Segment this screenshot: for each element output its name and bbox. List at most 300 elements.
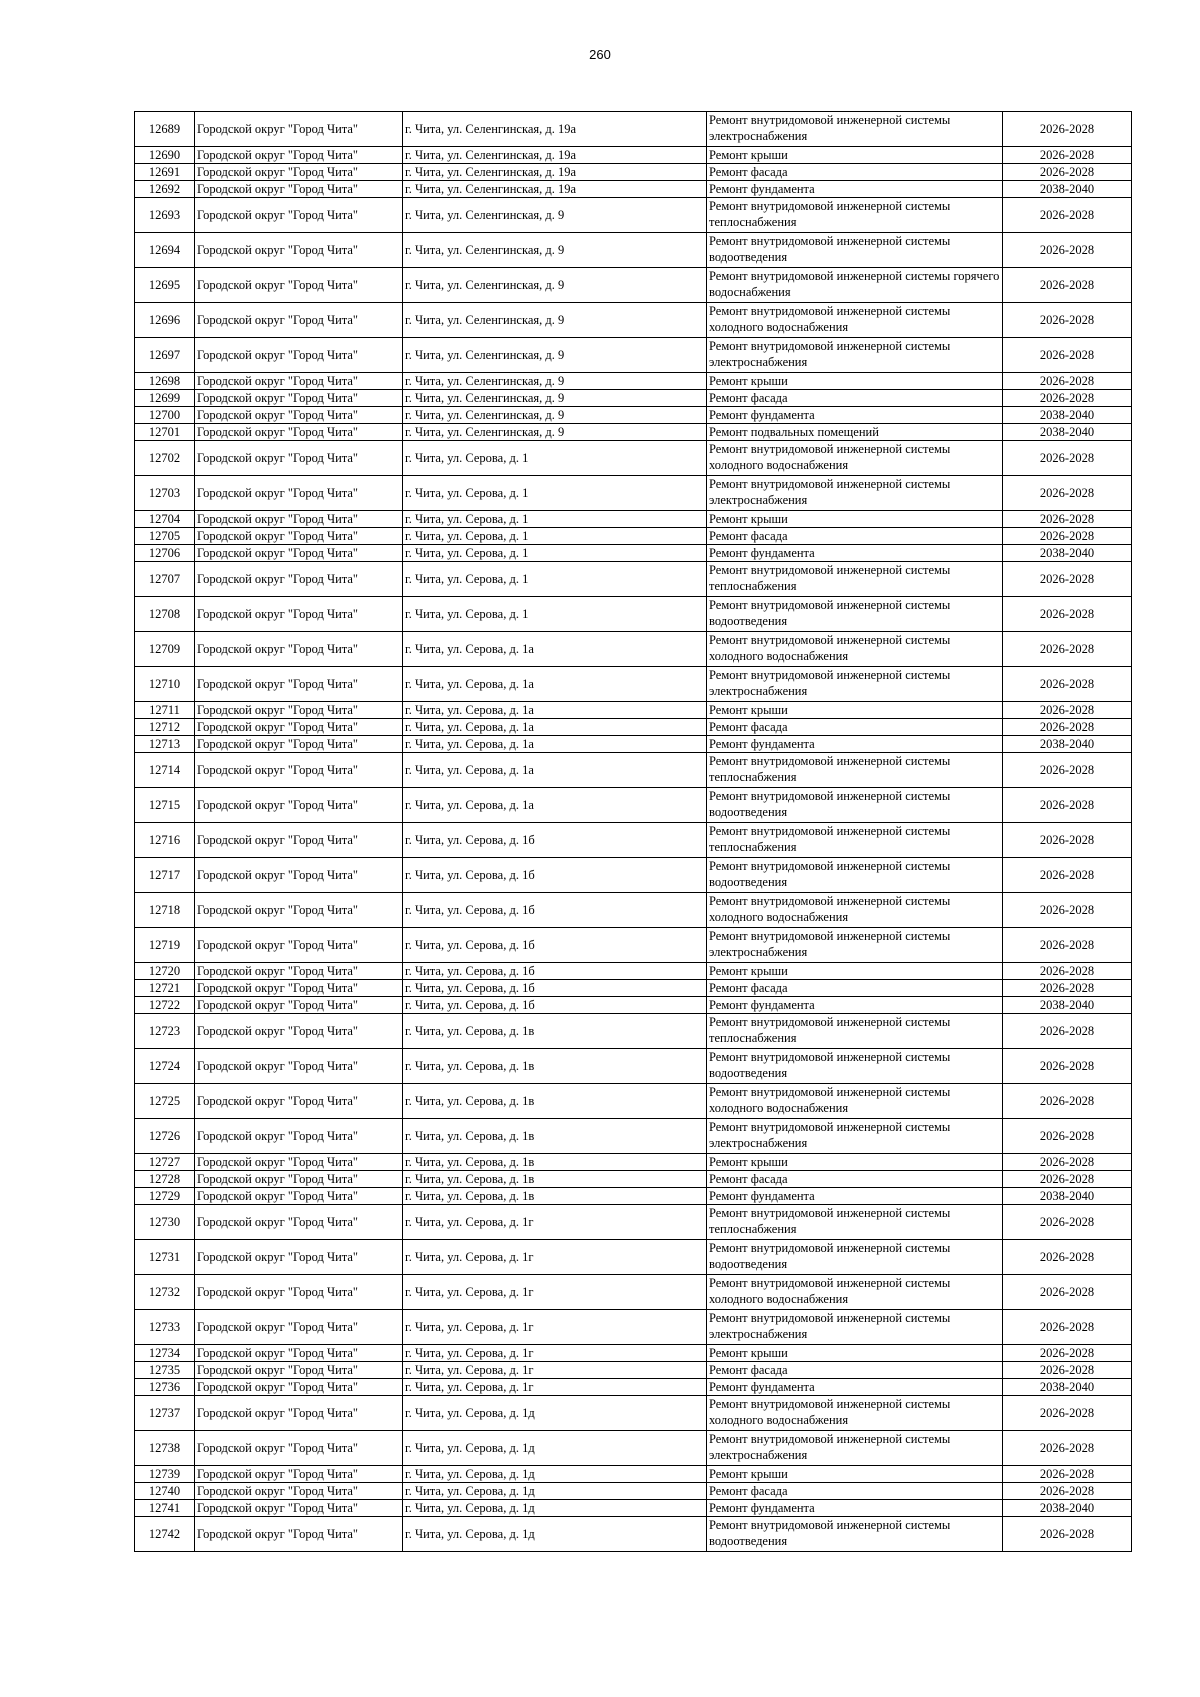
municipality-cell: Городской округ "Город Чита" — [195, 338, 403, 373]
municipality-cell: Городской округ "Город Чита" — [195, 597, 403, 632]
work-type-cell: Ремонт внутридомовой инженерной системы электроснабжения — [707, 667, 1003, 702]
work-type-cell: Ремонт внутридомовой инженерной системы теплоснабжения — [707, 1205, 1003, 1240]
table-row — [135, 980, 1132, 997]
address-cell: г. Чита, ул. Селенгинская, д. 9 — [403, 407, 707, 424]
period-cell: 2038-2040 — [1003, 545, 1132, 562]
municipality-cell: Городской округ "Город Чита" — [195, 1466, 403, 1483]
period-cell: 2026-2028 — [1003, 597, 1132, 632]
table-row — [135, 963, 1132, 980]
row-number: 12699 — [135, 390, 195, 407]
address-cell: г. Чита, ул. Селенгинская, д. 9 — [403, 233, 707, 268]
work-type-cell: Ремонт внутридомовой инженерной системы водоотведения — [707, 1240, 1003, 1275]
row-number: 12700 — [135, 407, 195, 424]
period-cell: 2038-2040 — [1003, 407, 1132, 424]
period-cell: 2038-2040 — [1003, 1188, 1132, 1205]
period-cell: 2026-2028 — [1003, 980, 1132, 997]
table-row — [135, 1500, 1132, 1517]
address-cell: г. Чита, ул. Селенгинская, д. 19а — [403, 112, 707, 147]
municipality-cell: Городской округ "Город Чита" — [195, 1396, 403, 1431]
row-number: 12735 — [135, 1362, 195, 1379]
row-number: 12725 — [135, 1084, 195, 1119]
municipality-cell: Городской округ "Город Чита" — [195, 1379, 403, 1396]
row-number: 12709 — [135, 632, 195, 667]
table-row — [135, 1119, 1132, 1154]
row-number: 12711 — [135, 702, 195, 719]
row-number: 12740 — [135, 1483, 195, 1500]
address-cell: г. Чита, ул. Селенгинская, д. 19а — [403, 181, 707, 198]
period-cell: 2026-2028 — [1003, 198, 1132, 233]
period-cell: 2026-2028 — [1003, 147, 1132, 164]
table-row — [135, 823, 1132, 858]
municipality-cell: Городской округ "Город Чита" — [195, 147, 403, 164]
address-cell: г. Чита, ул. Серова, д. 1д — [403, 1466, 707, 1483]
table-row — [135, 893, 1132, 928]
period-cell: 2026-2028 — [1003, 893, 1132, 928]
municipality-cell: Городской округ "Город Чита" — [195, 1188, 403, 1205]
period-cell: 2026-2028 — [1003, 928, 1132, 963]
period-cell: 2026-2028 — [1003, 1171, 1132, 1188]
municipality-cell: Городской округ "Город Чита" — [195, 1240, 403, 1275]
work-type-cell: Ремонт фасада — [707, 1362, 1003, 1379]
municipality-cell: Городской округ "Город Чита" — [195, 181, 403, 198]
period-cell: 2038-2040 — [1003, 1379, 1132, 1396]
municipality-cell: Городской округ "Город Чита" — [195, 164, 403, 181]
row-number: 12696 — [135, 303, 195, 338]
table-row — [135, 181, 1132, 198]
table-row — [135, 1154, 1132, 1171]
row-number: 12715 — [135, 788, 195, 823]
address-cell: г. Чита, ул. Селенгинская, д. 9 — [403, 303, 707, 338]
address-cell: г. Чита, ул. Серова, д. 1б — [403, 980, 707, 997]
address-cell: г. Чита, ул. Серова, д. 1в — [403, 1119, 707, 1154]
table-row — [135, 1049, 1132, 1084]
municipality-cell: Городской округ "Город Чита" — [195, 788, 403, 823]
row-number: 12739 — [135, 1466, 195, 1483]
table-row — [135, 303, 1132, 338]
work-type-cell: Ремонт внутридомовой инженерной системы электроснабжения — [707, 1119, 1003, 1154]
municipality-cell: Городской округ "Город Чита" — [195, 441, 403, 476]
municipality-cell: Городской округ "Город Чита" — [195, 753, 403, 788]
table-row — [135, 632, 1132, 667]
municipality-cell: Городской округ "Город Чита" — [195, 1310, 403, 1345]
work-type-cell: Ремонт внутридомовой инженерной системы теплоснабжения — [707, 753, 1003, 788]
row-number: 12730 — [135, 1205, 195, 1240]
period-cell: 2038-2040 — [1003, 997, 1132, 1014]
period-cell: 2026-2028 — [1003, 1466, 1132, 1483]
work-type-cell: Ремонт внутридомовой инженерной системы электроснабжения — [707, 338, 1003, 373]
table-row — [135, 1345, 1132, 1362]
address-cell: г. Чита, ул. Серова, д. 1а — [403, 753, 707, 788]
work-type-cell: Ремонт внутридомовой инженерной системы электроснабжения — [707, 1431, 1003, 1466]
municipality-cell: Городской округ "Город Чита" — [195, 511, 403, 528]
address-cell: г. Чита, ул. Серова, д. 1а — [403, 667, 707, 702]
work-type-cell: Ремонт крыши — [707, 147, 1003, 164]
address-cell: г. Чита, ул. Серова, д. 1д — [403, 1517, 707, 1552]
municipality-cell: Городской округ "Город Чита" — [195, 407, 403, 424]
work-type-cell: Ремонт внутридомовой инженерной системы холодного водоснабжения — [707, 1275, 1003, 1310]
period-cell: 2026-2028 — [1003, 719, 1132, 736]
address-cell: г. Чита, ул. Серова, д. 1д — [403, 1500, 707, 1517]
period-cell: 2026-2028 — [1003, 667, 1132, 702]
address-cell: г. Чита, ул. Серова, д. 1 — [403, 597, 707, 632]
row-number: 12706 — [135, 545, 195, 562]
municipality-cell: Городской округ "Город Чита" — [195, 1119, 403, 1154]
work-type-cell: Ремонт внутридомовой инженерной системы теплоснабжения — [707, 198, 1003, 233]
municipality-cell: Городской округ "Город Чита" — [195, 562, 403, 597]
period-cell: 2026-2028 — [1003, 562, 1132, 597]
municipality-cell: Городской округ "Город Чита" — [195, 997, 403, 1014]
work-type-cell: Ремонт фундамента — [707, 997, 1003, 1014]
address-cell: г. Чита, ул. Селенгинская, д. 19а — [403, 147, 707, 164]
address-cell: г. Чита, ул. Селенгинская, д. 9 — [403, 268, 707, 303]
address-cell: г. Чита, ул. Серова, д. 1 — [403, 476, 707, 511]
address-cell: г. Чита, ул. Серова, д. 1г — [403, 1345, 707, 1362]
row-number: 12713 — [135, 736, 195, 753]
period-cell: 2026-2028 — [1003, 963, 1132, 980]
municipality-cell: Городской округ "Город Чита" — [195, 702, 403, 719]
municipality-cell: Городской округ "Город Чита" — [195, 1517, 403, 1552]
address-cell: г. Чита, ул. Серова, д. 1г — [403, 1362, 707, 1379]
municipality-cell: Городской округ "Город Чита" — [195, 233, 403, 268]
municipality-cell: Городской округ "Город Чита" — [195, 268, 403, 303]
work-type-cell: Ремонт внутридомовой инженерной системы холодного водоснабжения — [707, 1396, 1003, 1431]
municipality-cell: Городской округ "Город Чита" — [195, 893, 403, 928]
address-cell: г. Чита, ул. Серова, д. 1г — [403, 1275, 707, 1310]
work-type-cell: Ремонт внутридомовой инженерной системы холодного водоснабжения — [707, 632, 1003, 667]
municipality-cell: Городской округ "Город Чита" — [195, 823, 403, 858]
address-cell: г. Чита, ул. Селенгинская, д. 9 — [403, 390, 707, 407]
table-row — [135, 1483, 1132, 1500]
municipality-cell: Городской округ "Город Чита" — [195, 667, 403, 702]
work-type-cell: Ремонт фасада — [707, 1171, 1003, 1188]
row-number: 12712 — [135, 719, 195, 736]
work-type-cell: Ремонт фасада — [707, 390, 1003, 407]
address-cell: г. Чита, ул. Серова, д. 1в — [403, 1154, 707, 1171]
period-cell: 2026-2028 — [1003, 233, 1132, 268]
period-cell: 2026-2028 — [1003, 858, 1132, 893]
row-number: 12726 — [135, 1119, 195, 1154]
work-type-cell: Ремонт внутридомовой инженерной системы водоотведения — [707, 597, 1003, 632]
row-number: 12741 — [135, 1500, 195, 1517]
municipality-cell: Городской округ "Город Чита" — [195, 303, 403, 338]
municipality-cell: Городской округ "Город Чита" — [195, 1084, 403, 1119]
address-cell: г. Чита, ул. Серова, д. 1в — [403, 1188, 707, 1205]
work-type-cell: Ремонт фундамента — [707, 736, 1003, 753]
address-cell: г. Чита, ул. Серова, д. 1в — [403, 1084, 707, 1119]
address-cell: г. Чита, ул. Серова, д. 1 — [403, 528, 707, 545]
period-cell: 2026-2028 — [1003, 1517, 1132, 1552]
row-number: 12704 — [135, 511, 195, 528]
address-cell: г. Чита, ул. Селенгинская, д. 9 — [403, 424, 707, 441]
table-row — [135, 147, 1132, 164]
row-number: 12729 — [135, 1188, 195, 1205]
work-type-cell: Ремонт внутридомовой инженерной системы электроснабжения — [707, 928, 1003, 963]
address-cell: г. Чита, ул. Серова, д. 1б — [403, 858, 707, 893]
period-cell: 2026-2028 — [1003, 476, 1132, 511]
address-cell: г. Чита, ул. Серова, д. 1г — [403, 1240, 707, 1275]
address-cell: г. Чита, ул. Серова, д. 1г — [403, 1379, 707, 1396]
work-type-cell: Ремонт внутридомовой инженерной системы электроснабжения — [707, 112, 1003, 147]
table-row — [135, 1379, 1132, 1396]
work-type-cell: Ремонт внутридомовой инженерной системы холодного водоснабжения — [707, 441, 1003, 476]
row-number: 12698 — [135, 373, 195, 390]
period-cell: 2026-2028 — [1003, 1240, 1132, 1275]
period-cell: 2026-2028 — [1003, 441, 1132, 476]
period-cell: 2026-2028 — [1003, 823, 1132, 858]
row-number: 12722 — [135, 997, 195, 1014]
municipality-cell: Городской округ "Город Чита" — [195, 858, 403, 893]
row-number: 12734 — [135, 1345, 195, 1362]
table-row — [135, 1188, 1132, 1205]
municipality-cell: Городской округ "Город Чита" — [195, 1500, 403, 1517]
municipality-cell: Городской округ "Город Чита" — [195, 1049, 403, 1084]
municipality-cell: Городской округ "Город Чита" — [195, 373, 403, 390]
municipality-cell: Городской округ "Город Чита" — [195, 424, 403, 441]
table-row — [135, 407, 1132, 424]
address-cell: г. Чита, ул. Селенгинская, д. 19а — [403, 164, 707, 181]
table-row — [135, 545, 1132, 562]
period-cell: 2026-2028 — [1003, 1049, 1132, 1084]
period-cell: 2026-2028 — [1003, 1431, 1132, 1466]
table-row — [135, 1205, 1132, 1240]
work-type-cell: Ремонт внутридомовой инженерной системы холодного водоснабжения — [707, 893, 1003, 928]
row-number: 12708 — [135, 597, 195, 632]
row-number: 12727 — [135, 1154, 195, 1171]
row-number: 12742 — [135, 1517, 195, 1552]
address-cell: г. Чита, ул. Серова, д. 1г — [403, 1205, 707, 1240]
row-number: 12714 — [135, 753, 195, 788]
work-type-cell: Ремонт подвальных помещений — [707, 424, 1003, 441]
address-cell: г. Чита, ул. Селенгинская, д. 9 — [403, 373, 707, 390]
address-cell: г. Чита, ул. Серова, д. 1в — [403, 1014, 707, 1049]
row-number: 12720 — [135, 963, 195, 980]
address-cell: г. Чита, ул. Серова, д. 1б — [403, 823, 707, 858]
work-type-cell: Ремонт фасада — [707, 164, 1003, 181]
work-type-cell: Ремонт внутридомовой инженерной системы холодного водоснабжения — [707, 1084, 1003, 1119]
address-cell: г. Чита, ул. Серова, д. 1б — [403, 963, 707, 980]
work-type-cell: Ремонт крыши — [707, 702, 1003, 719]
row-number: 12689 — [135, 112, 195, 147]
municipality-cell: Городской округ "Город Чита" — [195, 980, 403, 997]
work-type-cell: Ремонт фасада — [707, 1483, 1003, 1500]
row-number: 12733 — [135, 1310, 195, 1345]
row-number: 12731 — [135, 1240, 195, 1275]
table-row — [135, 1396, 1132, 1431]
table-row — [135, 858, 1132, 893]
work-type-cell: Ремонт внутридомовой инженерной системы электроснабжения — [707, 1310, 1003, 1345]
table-row — [135, 390, 1132, 407]
period-cell: 2026-2028 — [1003, 1345, 1132, 1362]
table-row — [135, 719, 1132, 736]
table-row — [135, 562, 1132, 597]
table-row — [135, 1240, 1132, 1275]
row-number: 12716 — [135, 823, 195, 858]
period-cell: 2038-2040 — [1003, 1500, 1132, 1517]
work-type-cell: Ремонт внутридомовой инженерной системы водоотведения — [707, 788, 1003, 823]
row-number: 12692 — [135, 181, 195, 198]
municipality-cell: Городской округ "Город Чита" — [195, 632, 403, 667]
row-number: 12690 — [135, 147, 195, 164]
period-cell: 2026-2028 — [1003, 753, 1132, 788]
period-cell: 2026-2028 — [1003, 1362, 1132, 1379]
registry-table-body — [135, 112, 1132, 1552]
row-number: 12693 — [135, 198, 195, 233]
work-type-cell: Ремонт крыши — [707, 1466, 1003, 1483]
table-row — [135, 1084, 1132, 1119]
period-cell: 2026-2028 — [1003, 303, 1132, 338]
address-cell: г. Чита, ул. Серова, д. 1а — [403, 788, 707, 823]
registry-table — [134, 111, 1132, 1552]
period-cell: 2026-2028 — [1003, 373, 1132, 390]
municipality-cell: Городской округ "Город Чита" — [195, 736, 403, 753]
table-row — [135, 1466, 1132, 1483]
period-cell: 2026-2028 — [1003, 511, 1132, 528]
period-cell: 2026-2028 — [1003, 632, 1132, 667]
address-cell: г. Чита, ул. Серова, д. 1в — [403, 1171, 707, 1188]
table-row — [135, 702, 1132, 719]
municipality-cell: Городской округ "Город Чита" — [195, 112, 403, 147]
period-cell: 2026-2028 — [1003, 788, 1132, 823]
address-cell: г. Чита, ул. Серова, д. 1 — [403, 441, 707, 476]
work-type-cell: Ремонт крыши — [707, 1154, 1003, 1171]
municipality-cell: Городской округ "Город Чита" — [195, 390, 403, 407]
work-type-cell: Ремонт внутридомовой инженерной системы теплоснабжения — [707, 562, 1003, 597]
work-type-cell: Ремонт фундамента — [707, 1188, 1003, 1205]
municipality-cell: Городской округ "Город Чита" — [195, 476, 403, 511]
work-type-cell: Ремонт фасада — [707, 980, 1003, 997]
work-type-cell: Ремонт фундамента — [707, 1379, 1003, 1396]
period-cell: 2026-2028 — [1003, 1119, 1132, 1154]
municipality-cell: Городской округ "Город Чита" — [195, 1171, 403, 1188]
table-row — [135, 1362, 1132, 1379]
row-number: 12694 — [135, 233, 195, 268]
address-cell: г. Чита, ул. Серова, д. 1д — [403, 1396, 707, 1431]
table-row — [135, 928, 1132, 963]
period-cell: 2026-2028 — [1003, 1275, 1132, 1310]
table-row — [135, 424, 1132, 441]
table-row — [135, 112, 1132, 147]
row-number: 12710 — [135, 667, 195, 702]
municipality-cell: Городской округ "Город Чита" — [195, 1483, 403, 1500]
table-row — [135, 736, 1132, 753]
work-type-cell: Ремонт фундамента — [707, 545, 1003, 562]
work-type-cell: Ремонт фасада — [707, 719, 1003, 736]
address-cell: г. Чита, ул. Серова, д. 1а — [403, 632, 707, 667]
address-cell: г. Чита, ул. Селенгинская, д. 9 — [403, 338, 707, 373]
row-number: 12723 — [135, 1014, 195, 1049]
address-cell: г. Чита, ул. Серова, д. 1б — [403, 893, 707, 928]
address-cell: г. Чита, ул. Серова, д. 1г — [403, 1310, 707, 1345]
period-cell: 2038-2040 — [1003, 424, 1132, 441]
row-number: 12695 — [135, 268, 195, 303]
work-type-cell: Ремонт внутридомовой инженерной системы холодного водоснабжения — [707, 303, 1003, 338]
work-type-cell: Ремонт внутридомовой инженерной системы горячего водоснабжения — [707, 268, 1003, 303]
period-cell: 2026-2028 — [1003, 1205, 1132, 1240]
work-type-cell: Ремонт внутридомовой инженерной системы теплоснабжения — [707, 823, 1003, 858]
work-type-cell: Ремонт внутридомовой инженерной системы электроснабжения — [707, 476, 1003, 511]
period-cell: 2026-2028 — [1003, 702, 1132, 719]
address-cell: г. Чита, ул. Селенгинская, д. 9 — [403, 198, 707, 233]
work-type-cell: Ремонт внутридомовой инженерной системы водоотведения — [707, 1517, 1003, 1552]
work-type-cell: Ремонт крыши — [707, 963, 1003, 980]
row-number: 12737 — [135, 1396, 195, 1431]
period-cell: 2026-2028 — [1003, 1154, 1132, 1171]
row-number: 12701 — [135, 424, 195, 441]
municipality-cell: Городской округ "Город Чита" — [195, 545, 403, 562]
table-row — [135, 476, 1132, 511]
period-cell: 2026-2028 — [1003, 390, 1132, 407]
municipality-cell: Городской округ "Город Чита" — [195, 1154, 403, 1171]
row-number: 12697 — [135, 338, 195, 373]
address-cell: г. Чита, ул. Серова, д. 1 — [403, 562, 707, 597]
row-number: 12732 — [135, 1275, 195, 1310]
work-type-cell: Ремонт внутридомовой инженерной системы водоотведения — [707, 858, 1003, 893]
work-type-cell: Ремонт фундамента — [707, 181, 1003, 198]
municipality-cell: Городской округ "Город Чита" — [195, 1362, 403, 1379]
period-cell: 2026-2028 — [1003, 528, 1132, 545]
row-number: 12702 — [135, 441, 195, 476]
work-type-cell: Ремонт внутридомовой инженерной системы водоотведения — [707, 233, 1003, 268]
table-row — [135, 1431, 1132, 1466]
period-cell: 2026-2028 — [1003, 1014, 1132, 1049]
table-row — [135, 1275, 1132, 1310]
table-row — [135, 1171, 1132, 1188]
period-cell: 2038-2040 — [1003, 181, 1132, 198]
address-cell: г. Чита, ул. Серова, д. 1а — [403, 702, 707, 719]
municipality-cell: Городской округ "Город Чита" — [195, 719, 403, 736]
address-cell: г. Чита, ул. Серова, д. 1 — [403, 545, 707, 562]
period-cell: 2026-2028 — [1003, 1483, 1132, 1500]
table-row — [135, 441, 1132, 476]
table-row — [135, 597, 1132, 632]
address-cell: г. Чита, ул. Серова, д. 1а — [403, 719, 707, 736]
table-row — [135, 528, 1132, 545]
period-cell: 2026-2028 — [1003, 164, 1132, 181]
row-number: 12738 — [135, 1431, 195, 1466]
municipality-cell: Городской округ "Город Чита" — [195, 528, 403, 545]
period-cell: 2026-2028 — [1003, 338, 1132, 373]
period-cell: 2038-2040 — [1003, 736, 1132, 753]
row-number: 12707 — [135, 562, 195, 597]
table-row — [135, 511, 1132, 528]
table-row — [135, 268, 1132, 303]
municipality-cell: Городской округ "Город Чита" — [195, 1205, 403, 1240]
table-row — [135, 198, 1132, 233]
municipality-cell: Городской округ "Город Чита" — [195, 963, 403, 980]
row-number: 12705 — [135, 528, 195, 545]
page-number: 260 — [589, 47, 611, 62]
table-row — [135, 788, 1132, 823]
table-row — [135, 753, 1132, 788]
municipality-cell: Городской округ "Город Чита" — [195, 1014, 403, 1049]
address-cell: г. Чита, ул. Серова, д. 1д — [403, 1483, 707, 1500]
period-cell: 2026-2028 — [1003, 1084, 1132, 1119]
work-type-cell: Ремонт фасада — [707, 528, 1003, 545]
municipality-cell: Городской округ "Город Чита" — [195, 1345, 403, 1362]
work-type-cell: Ремонт внутридомовой инженерной системы теплоснабжения — [707, 1014, 1003, 1049]
table-row — [135, 164, 1132, 181]
address-cell: г. Чита, ул. Серова, д. 1а — [403, 736, 707, 753]
row-number: 12728 — [135, 1171, 195, 1188]
work-type-cell: Ремонт фундамента — [707, 407, 1003, 424]
period-cell: 2026-2028 — [1003, 268, 1132, 303]
address-cell: г. Чита, ул. Серова, д. 1 — [403, 511, 707, 528]
address-cell: г. Чита, ул. Серова, д. 1д — [403, 1431, 707, 1466]
row-number: 12721 — [135, 980, 195, 997]
municipality-cell: Городской округ "Город Чита" — [195, 928, 403, 963]
work-type-cell: Ремонт крыши — [707, 1345, 1003, 1362]
period-cell: 2026-2028 — [1003, 1396, 1132, 1431]
